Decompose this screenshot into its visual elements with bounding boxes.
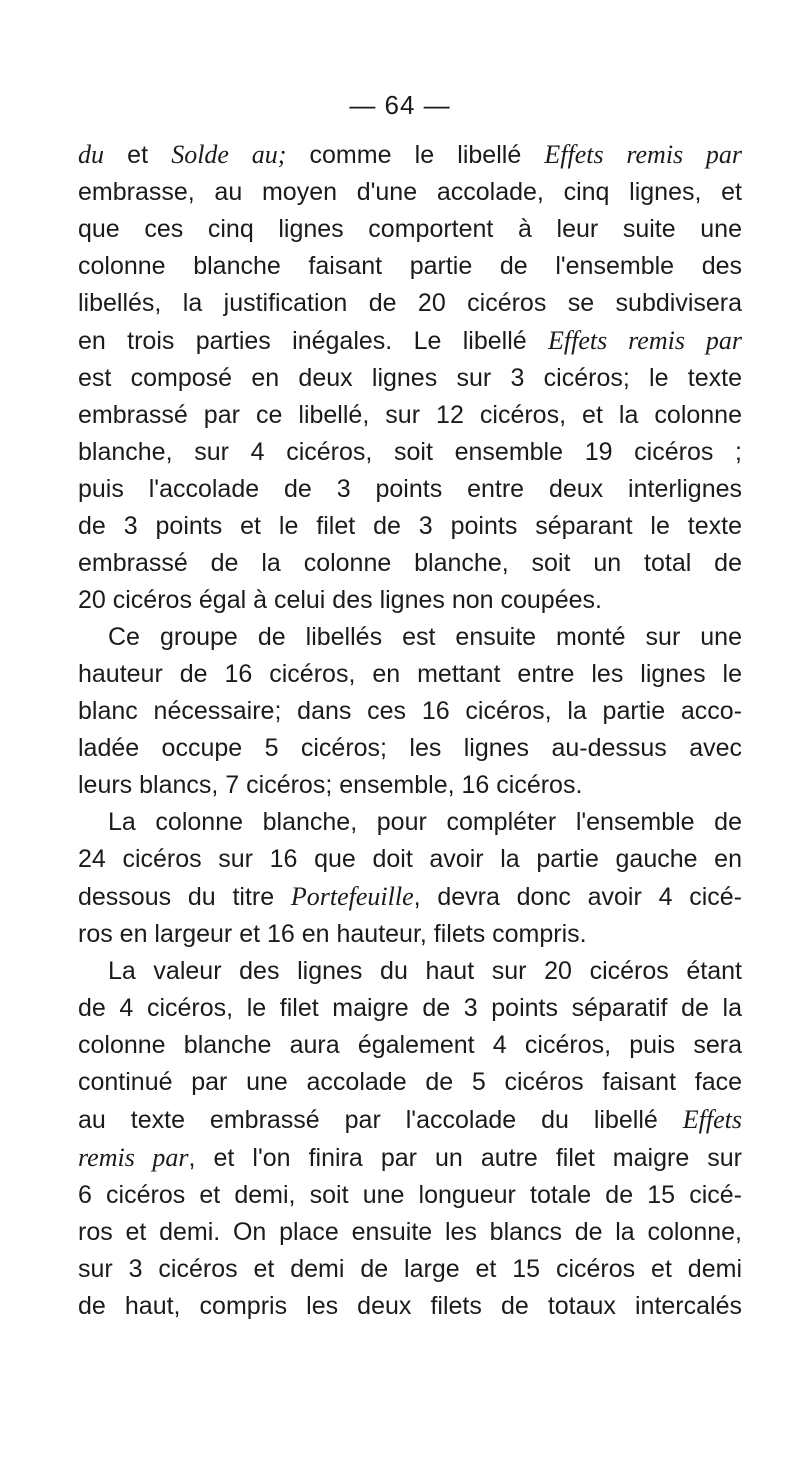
- text-line: [78, 582, 742, 619]
- italic-term: Solde au;: [171, 140, 287, 169]
- text-segment: est composé en deux lignes sur 3 cicéros; le texte: [78, 364, 742, 392]
- italic-term: Effets: [682, 1105, 742, 1134]
- italic-term: Portefeuille: [290, 882, 414, 911]
- text-line: [78, 397, 742, 434]
- text-segment: blanc nécessaire; dans ces 16 cicéros, la partie acco-: [78, 697, 742, 725]
- text-segment: comme le libellé: [286, 141, 545, 169]
- text-line: [78, 322, 742, 360]
- text-line: [78, 1027, 742, 1064]
- text-line: [78, 1139, 742, 1177]
- text-line: [78, 471, 742, 508]
- text-segment: dessous du titre: [78, 883, 291, 911]
- text-line: [78, 1101, 742, 1139]
- text-segment: La valeur des lignes du haut sur 20 cicéros étant: [108, 957, 742, 985]
- text-line: [78, 1251, 742, 1288]
- italic-term: Effets remis par: [548, 326, 742, 355]
- text-line: [78, 990, 742, 1027]
- text-segment: embrassé de la colonne blanche, soit un total de: [78, 549, 742, 577]
- text-segment: de haut, compris les deux filets de totaux intercalés: [78, 1292, 742, 1320]
- text-segment: Ce groupe de libellés est ensuite monté sur une: [108, 623, 742, 651]
- text-line: [78, 916, 742, 953]
- text-segment: colonne blanche faisant partie de l'ensemble des: [78, 252, 742, 280]
- text-segment: , devra donc avoir 4 cicé-: [413, 883, 743, 911]
- text-segment: embrassé par ce libellé, sur 12 cicéros, et la colonne: [78, 401, 742, 429]
- text-line: [78, 248, 742, 285]
- text-line: [78, 545, 742, 582]
- text-segment: continué par une accolade de 5 cicéros faisant face: [78, 1068, 742, 1096]
- italic-term: du: [78, 140, 104, 169]
- text-segment: que ces cinq lignes comportent à leur suite une: [78, 215, 742, 243]
- text-segment: La colonne blanche, pour compléter l'ensemble de: [108, 808, 742, 836]
- page-number: — 64 —: [349, 90, 451, 120]
- text-segment: de 3 points et le filet de 3 points séparant le texte: [78, 512, 742, 540]
- text-segment: leurs blancs, 7 cicéros; ensemble, 16 cicéros.: [78, 771, 583, 799]
- text-segment: puis l'accolade de 3 points entre deux interlignes: [78, 475, 742, 503]
- text-segment: hauteur de 16 cicéros, en mettant entre les lignes le: [78, 660, 742, 688]
- text-segment: au texte embrassé par l'accolade du libellé: [78, 1106, 683, 1134]
- text-segment: ros en largeur et 16 en hauteur, filets compris.: [78, 920, 587, 948]
- text-segment: blanche, sur 4 cicéros, soit ensemble 19 cicéros ;: [78, 438, 742, 466]
- text-line: [78, 508, 742, 545]
- text-segment: ladée occupe 5 cicéros; les lignes au-dessus avec: [78, 734, 742, 762]
- text-line: [78, 1177, 742, 1214]
- text-line: [78, 285, 742, 322]
- text-line: [78, 878, 742, 916]
- text-segment: sur 3 cicéros et demi de large et 15 cicéros et demi: [78, 1255, 742, 1283]
- body-text: [78, 136, 742, 1325]
- text-line: [78, 953, 742, 990]
- text-segment: en trois parties inégales. Le libellé: [78, 327, 549, 355]
- italic-term: Effets remis par: [544, 140, 743, 169]
- text-line: [78, 1064, 742, 1101]
- text-segment: , et l'on finira par un autre filet maigre sur: [188, 1144, 742, 1172]
- text-line: [78, 656, 742, 693]
- text-line: [78, 730, 742, 767]
- text-line: [78, 804, 742, 841]
- text-line: [78, 841, 742, 878]
- text-line: [78, 619, 742, 656]
- text-segment: libellés, la justification de 20 cicéros se subdivisera: [78, 289, 742, 317]
- text-segment: 6 cicéros et demi, soit une longueur totale de 15 cicé-: [78, 1181, 742, 1209]
- text-segment: de 4 cicéros, le filet maigre de 3 points séparatif de la: [78, 994, 742, 1022]
- text-segment: et: [104, 141, 172, 169]
- text-line: [78, 767, 742, 804]
- text-segment: ros et demi. On place ensuite les blancs de la colonne,: [78, 1218, 742, 1246]
- text-line: [78, 1214, 742, 1251]
- text-line: [78, 211, 742, 248]
- text-line: [78, 360, 742, 397]
- text-line: [78, 1288, 742, 1325]
- text-segment: embrasse, au moyen d'une accolade, cinq lignes, et: [78, 178, 742, 206]
- text-line: [78, 434, 742, 471]
- text-segment: colonne blanche aura également 4 cicéros, puis sera: [78, 1031, 742, 1059]
- italic-term: remis par: [78, 1143, 189, 1172]
- text-line: [78, 693, 742, 730]
- text-line: [78, 136, 742, 174]
- text-segment: 20 cicéros égal à celui des lignes non coupées.: [78, 586, 602, 614]
- text-line: [78, 174, 742, 211]
- text-segment: 24 cicéros sur 16 que doit avoir la partie gauche en: [78, 845, 742, 873]
